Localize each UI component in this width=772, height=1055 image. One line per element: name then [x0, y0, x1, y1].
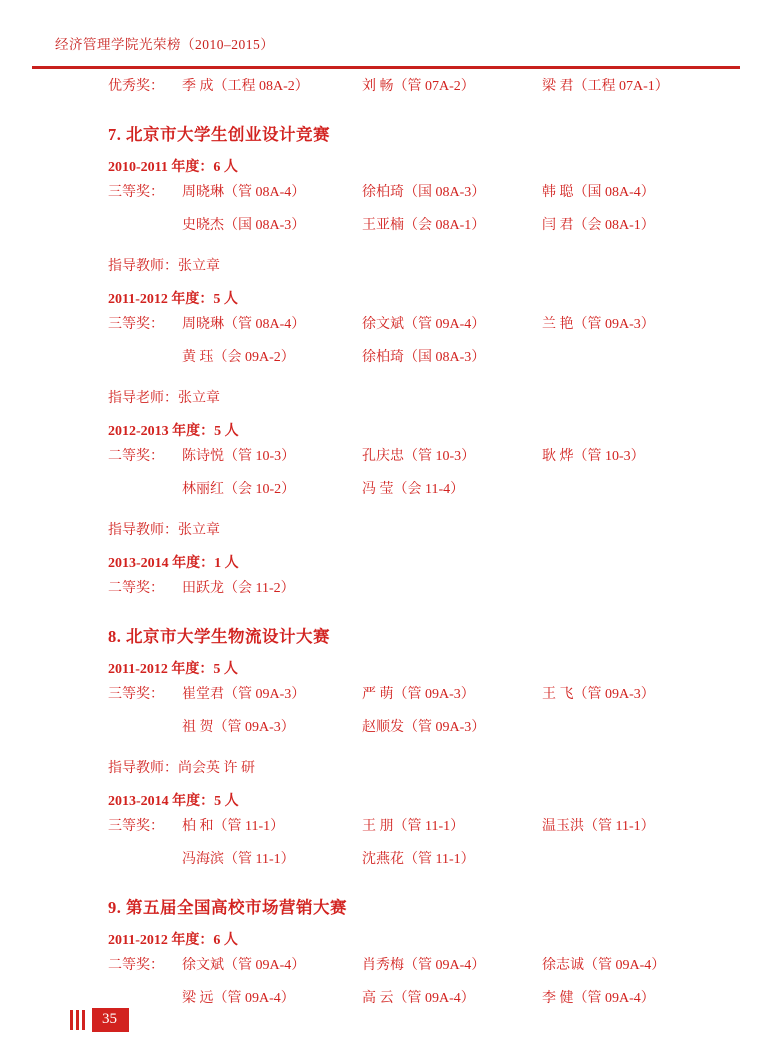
- awardee-name: 徐志诚（管 09A-4）: [542, 958, 666, 973]
- awardee-name: 季 成（工程 08A-2）: [182, 79, 309, 94]
- awardee-name: 温玉洪（管 11-1）: [542, 819, 655, 834]
- awardee-name: 徐文斌（管 09A-4）: [362, 317, 486, 332]
- awardee-name: 田跃龙（会 11-2）: [182, 581, 295, 596]
- awardee-name: 孔庆忠（管 10-3）: [362, 449, 476, 464]
- awardee-name: 梁 君（工程 07A-1）: [542, 79, 669, 94]
- academic-year-line: 2013-2014 年度：5 人: [108, 794, 239, 809]
- award-level-label: 二等奖：: [108, 581, 164, 596]
- awardee-name: 兰 艳（管 09A-3）: [542, 317, 655, 332]
- awardee-name: 李 健（管 09A-4）: [542, 991, 655, 1006]
- award-level-label: 优秀奖：: [108, 79, 164, 94]
- awardee-name: 崔堂君（管 09A-3）: [182, 687, 306, 702]
- academic-year-line: 2013-2014 年度：1 人: [108, 556, 239, 571]
- awardee-name: 耿 烨（管 10-3）: [542, 449, 645, 464]
- awardee-name: 史晓杰（国 08A-3）: [182, 218, 306, 233]
- advisor-line: 指导教师：尚会英 许 研: [108, 761, 255, 776]
- awardee-name: 王 飞（管 09A-3）: [542, 687, 655, 702]
- header-rule: [32, 66, 740, 69]
- awardee-name: 严 萌（管 09A-3）: [362, 687, 475, 702]
- award-row: [108, 450, 723, 483]
- award-row: [108, 992, 723, 1025]
- advisor-line: 指导教师：张立章: [108, 523, 220, 538]
- awardee-name: 梁 远（管 09A-4）: [182, 991, 295, 1006]
- awardee-name: 陈诗悦（管 10-3）: [182, 449, 296, 464]
- awardee-name: 王 朋（管 11-1）: [362, 819, 465, 834]
- award-row: [108, 582, 723, 615]
- award-row: [108, 688, 723, 721]
- award-row: [108, 853, 723, 886]
- awardee-name: 祖 贺（管 09A-3）: [182, 720, 295, 735]
- awardee-name: 赵顺发（管 09A-3）: [362, 720, 486, 735]
- award-level-label: 三等奖：: [108, 687, 164, 702]
- awardee-name: 徐柏琦（国 08A-3）: [362, 350, 486, 365]
- award-row: [108, 959, 723, 992]
- award-row: [108, 820, 723, 853]
- awardee-name: 柏 和（管 11-1）: [182, 819, 285, 834]
- awardee-name: 冯 莹（会 11-4）: [362, 482, 465, 497]
- page-footer: [70, 1008, 129, 1032]
- awardee-name: 高 云（管 09A-4）: [362, 991, 475, 1006]
- award-level-label: 二等奖：: [108, 958, 164, 973]
- academic-year-line: 2010-2011 年度：6 人: [108, 160, 238, 175]
- academic-year-line: 2012-2013 年度：5 人: [108, 424, 239, 439]
- award-level-label: 二等奖：: [108, 449, 164, 464]
- awardee-name: 刘 畅（管 07A-2）: [362, 79, 475, 94]
- section-heading: 7. 北京市大学生创业设计竞赛: [108, 125, 330, 144]
- award-row: [108, 351, 723, 384]
- award-level-label: 三等奖：: [108, 317, 164, 332]
- awardee-name: 徐文斌（管 09A-4）: [182, 958, 306, 973]
- award-level-label: 三等奖：: [108, 819, 164, 834]
- academic-year-line: 2011-2012 年度：5 人: [108, 292, 238, 307]
- award-row: [108, 483, 723, 516]
- awardee-name: 王亚楠（会 08A-1）: [362, 218, 486, 233]
- page-number: 35: [92, 1008, 129, 1032]
- awardee-name: 闫 君（会 08A-1）: [542, 218, 655, 233]
- awardee-name: 黄 珏（会 09A-2）: [182, 350, 295, 365]
- running-header: 经济管理学院光荣榜（2010–2015）: [55, 37, 275, 52]
- award-row: [108, 318, 723, 351]
- awardee-name: 林丽红（会 10-2）: [182, 482, 296, 497]
- award-row: [108, 186, 723, 219]
- section-heading: 8. 北京市大学生物流设计大赛: [108, 627, 330, 646]
- awardee-name: 沈燕花（管 11-1）: [362, 852, 475, 867]
- academic-year-line: 2011-2012 年度：6 人: [108, 933, 238, 948]
- awardee-name: 周晓琳（管 08A-4）: [182, 185, 306, 200]
- section-heading: 9. 第五届全国高校市场营销大赛: [108, 898, 347, 917]
- awardee-name: 冯海滨（管 11-1）: [182, 852, 295, 867]
- document-content: [108, 80, 723, 1025]
- awardee-name: 肖秀梅（管 09A-4）: [362, 958, 486, 973]
- award-row: [108, 721, 723, 754]
- awardee-name: 徐柏琦（国 08A-3）: [362, 185, 486, 200]
- award-row: [108, 80, 723, 113]
- awardee-name: 周晓琳（管 08A-4）: [182, 317, 306, 332]
- advisor-line: 指导教师：张立章: [108, 259, 220, 274]
- footer-bars-icon: [70, 1010, 85, 1030]
- award-row: [108, 219, 723, 252]
- award-level-label: 三等奖：: [108, 185, 164, 200]
- advisor-line: 指导老师：张立章: [108, 391, 220, 406]
- awardee-name: 韩 聪（国 08A-4）: [542, 185, 655, 200]
- academic-year-line: 2011-2012 年度：5 人: [108, 662, 238, 677]
